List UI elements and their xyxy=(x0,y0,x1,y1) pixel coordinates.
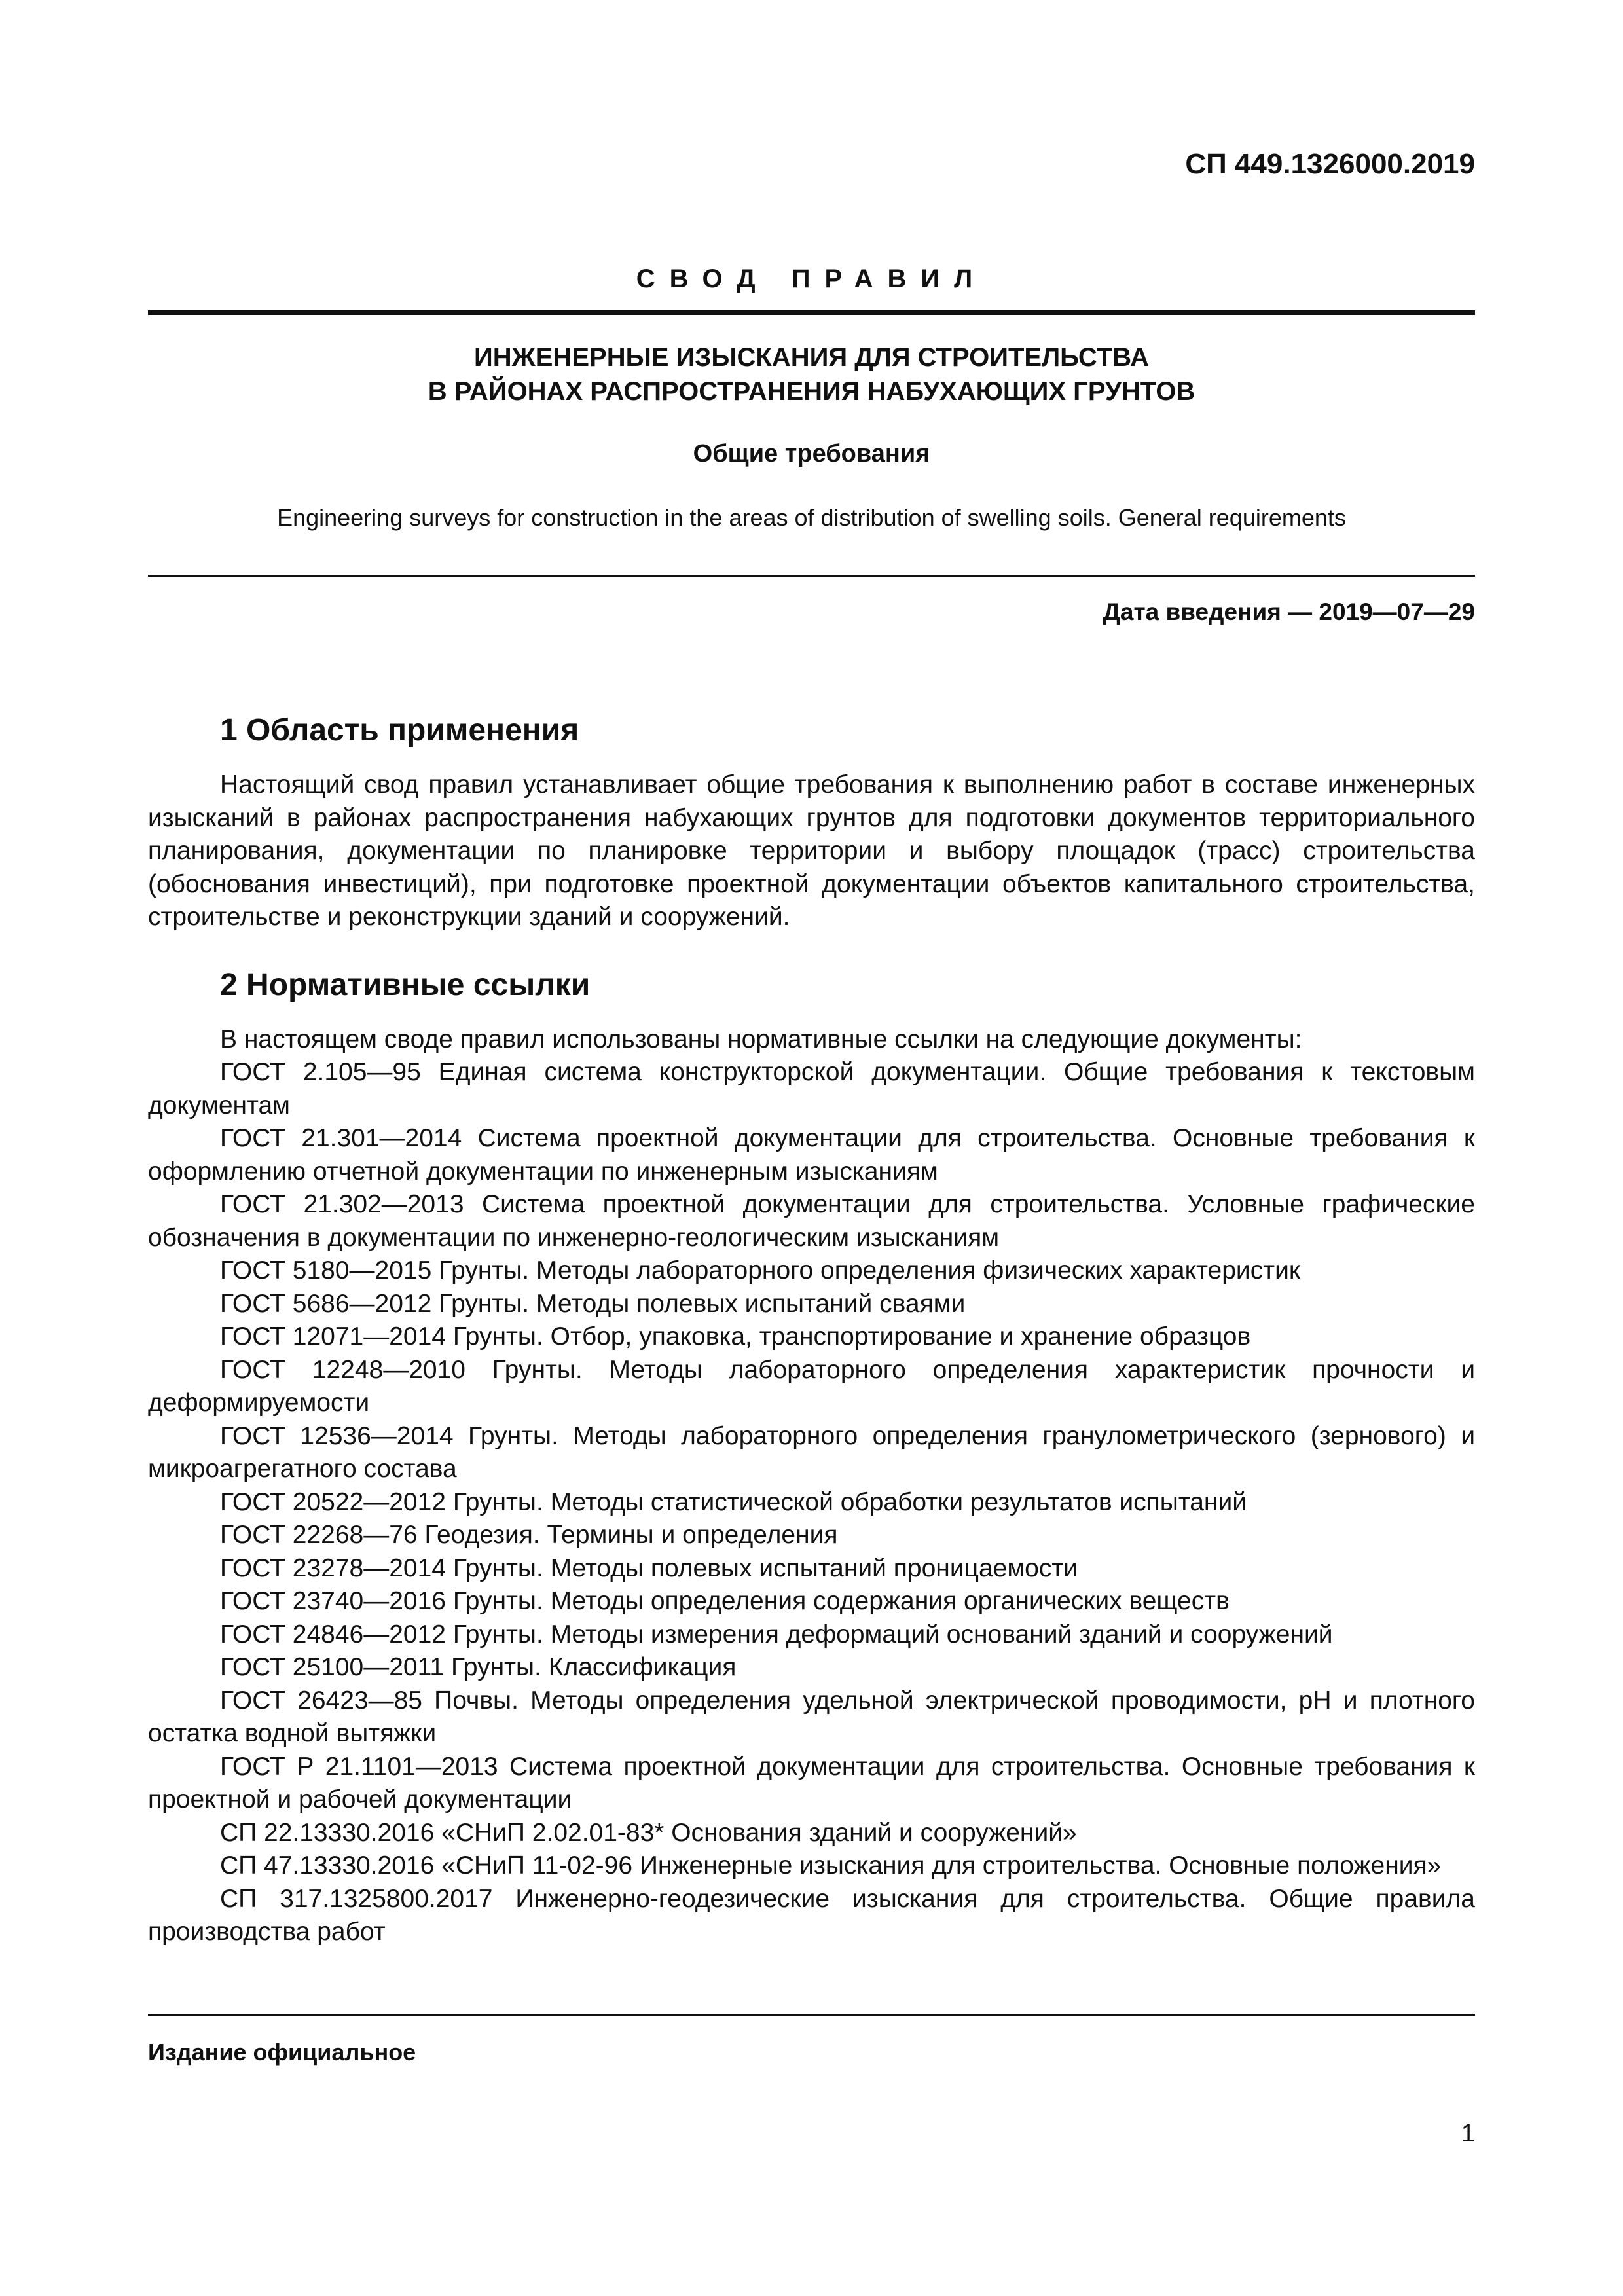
header-rule xyxy=(148,310,1475,315)
document-subtitle: Общие требования xyxy=(693,440,930,467)
introduction-date: Дата введения — 2019—07—29 xyxy=(1103,598,1475,625)
reference-item: ГОСТ 23740—2016 Грунты. Методы определения содержания органических веществ xyxy=(220,1587,1230,1615)
document-kind: СВОД ПРАВИЛ xyxy=(636,264,987,293)
reference-item: ГОСТ 2.105—95 Единая система конструкторской документации. Общие требования к текстовым документам xyxy=(148,1058,1475,1120)
reference-item: ГОСТ 24846—2012 Грунты. Методы измерения деформаций оснований зданий и сооружений xyxy=(220,1620,1333,1649)
footer-rule xyxy=(148,2014,1475,2016)
reference-item: СП 22.13330.2016 «СНиП 2.02.01-83* Основания зданий и сооружений» xyxy=(220,1818,1077,1847)
reference-item: ГОСТ 20522—2012 Грунты. Методы статистической обработки результатов испытаний xyxy=(220,1487,1247,1516)
reference-item: ГОСТ 21.301—2014 Система проектной документации для строительства. Основные требования к оформлению отчетной документации по инженерным изысканиям xyxy=(148,1124,1475,1186)
reference-item: ГОСТ 22268—76 Геодезия. Термины и определения xyxy=(220,1521,838,1549)
reference-item: ГОСТ 5686—2012 Грунты. Методы полевых испытаний сваями xyxy=(220,1289,966,1318)
section-2-heading: 2 Нормативные ссылки xyxy=(220,967,591,1002)
title-rule xyxy=(148,575,1475,577)
reference-item: СП 47.13330.2016 «СНиП 11-02-96 Инженерные изыскания для строительства. Основные положения» xyxy=(220,1851,1442,1880)
reference-item: ГОСТ 5180—2015 Грунты. Методы лабораторного определения физических характеристик xyxy=(220,1256,1300,1285)
document-title xyxy=(148,340,1475,409)
reference-item: ГОСТ 12536—2014 Грунты. Методы лабораторного определения гранулометрического (зернового) и микроагрегатного состава xyxy=(148,1421,1475,1483)
title-line-1: ИНЖЕНЕРНЫЕ ИЗЫСКАНИЯ ДЛЯ СТРОИТЕЛЬСТВА xyxy=(473,343,1149,372)
reference-item: ГОСТ 21.302—2013 Система проектной документации для строительства. Условные графические обозначения в документации по инженерно-геологическим изысканиям xyxy=(148,1190,1475,1252)
english-title: Engineering surveys for construction in the areas of distribution of swelling soils. General requirements xyxy=(277,504,1346,531)
reference-item: СП 317.1325800.2017 Инженерно-геодезические изыскания для строительства. Общие правила производства работ xyxy=(148,1884,1475,1946)
reference-item: ГОСТ 12071—2014 Грунты. Отбор, упаковка, транспортирование и хранение образцов xyxy=(220,1322,1251,1351)
reference-item: ГОСТ Р 21.1101—2013 Система проектной документации для строительства. Основные требования к проектной и рабочей документации xyxy=(148,1752,1475,1813)
section-1-heading: 1 Область применения xyxy=(220,713,579,748)
section-2-intro: В настоящем своде правил использованы нормативные ссылки на следующие документы: xyxy=(220,1025,1302,1053)
title-line-2: В РАЙОНАХ РАСПРОСТРАНЕНИЯ НАБУХАЮЩИХ ГРУНТОВ xyxy=(428,377,1195,406)
section-1-text: Настоящий свод правил устанавливает общие требования к выполнению работ в составе инженерных изысканий в районах распространения набухающих грунтов для подготовки документов территориального планирования, документации по планировке территории и выбору площадок (трасс) строительства (обоснования инвестиций), при подготовке проектной документации объектов капитального строительства, строительстве и реконструкции зданий и сооружений. xyxy=(148,771,1475,931)
reference-item: ГОСТ 25100—2011 Грунты. Классификация xyxy=(220,1653,737,1681)
page-number: 1 xyxy=(1461,2120,1475,2147)
reference-item: ГОСТ 23278—2014 Грунты. Методы полевых испытаний проницаемости xyxy=(220,1554,1078,1582)
document-code: СП 449.1326000.2019 xyxy=(1185,148,1475,180)
edition-note: Издание официальное xyxy=(148,2039,416,2066)
document-body xyxy=(148,711,1475,1949)
reference-item: ГОСТ 26423—85 Почвы. Методы определения удельной электрической проводимости, pH и плотного остатка водной вытяжки xyxy=(148,1686,1475,1747)
reference-item: ГОСТ 12248—2010 Грунты. Методы лабораторного определения характеристик прочности и деформируемости xyxy=(148,1355,1475,1417)
